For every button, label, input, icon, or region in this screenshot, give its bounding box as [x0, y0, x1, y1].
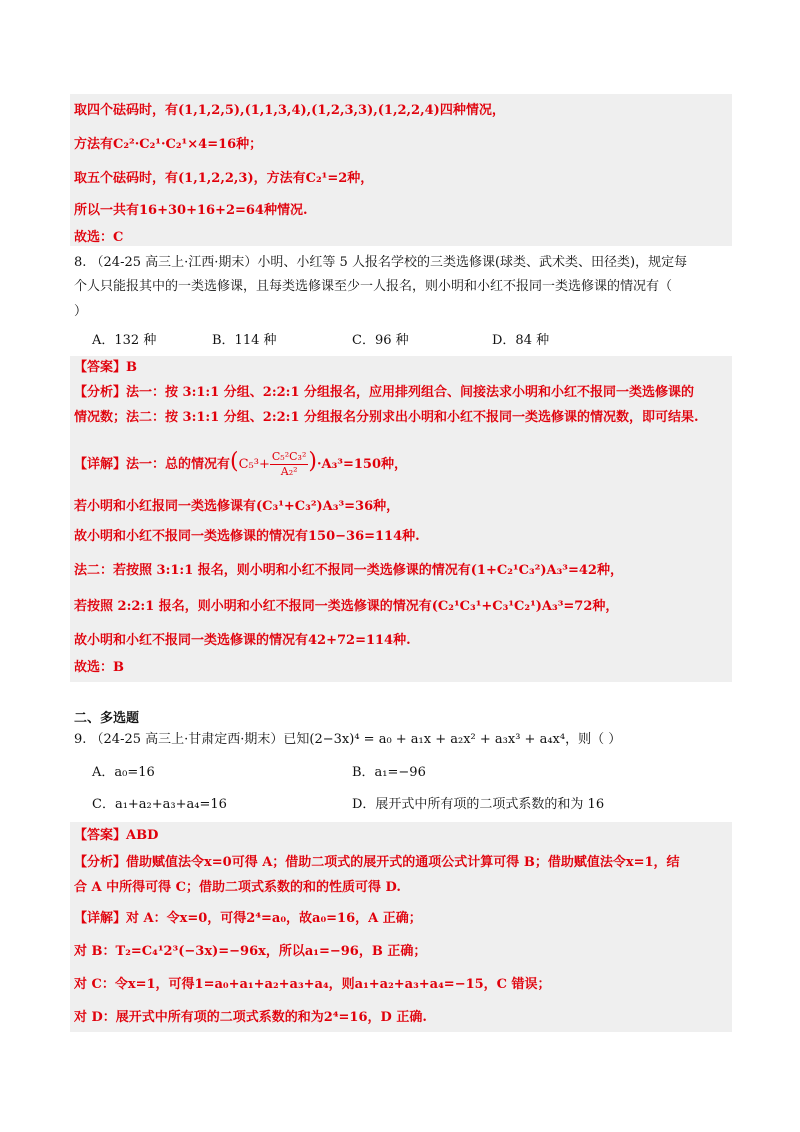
prev-solution-line-3: 取五个砝码时，有(1,1,2,2,3)，方法有C₂¹=2种， — [74, 171, 374, 186]
fraction-denominator: A₂² — [280, 465, 298, 478]
section-title: 二、多选题 — [74, 711, 140, 726]
q8-option-b: B．114 种 — [212, 333, 277, 348]
q9-detail-line-3: 对 C：令x=1，可得1=a₀+a₁+a₂+a₃+a₄，则a₁+a₂+a₃+a₄=−15，C 错误； — [74, 977, 551, 992]
prev-solution-line-2: 方法有C₂²·C₂¹·C₂¹×4=16种； — [74, 137, 263, 152]
fraction-numerator: C₅²C₃² — [271, 450, 307, 463]
q8-stem-line-3: ） — [74, 304, 88, 319]
q8-stem-line-2: 个人只能报其中的一类选修课，且每类选修课至少一人报名，则小明和小红不报同一类选修课的情况有（ — [74, 279, 673, 294]
q8-detail-line-5: 若按照 2:2:1 报名，则小明和小红不报同一类选修课的情况有(C₂¹C₃¹+C₃¹C₂¹)A₃³=72种， — [74, 599, 619, 614]
q8-option-c: C．96 种 — [352, 333, 409, 348]
q8-detail-prefix: 【详解】法一：总的情况有 — [74, 457, 231, 472]
q9-answer: 【答案】ABD — [74, 828, 159, 843]
q9-detail-line-1: 【详解】对 A：令x=0，可得2⁴=a₀，故a₀=16，A 正确； — [74, 911, 422, 926]
close-paren: ) — [308, 449, 317, 474]
q8-analysis-line-1: 【分析】法一：按 3:1:1 分组、2:2:1 分组报名，应用排列组合、间接法求小明和小红不报同一类选修课的 — [74, 385, 695, 400]
q9-option-d: D．展开式中所有项的二项式系数的和为 16 — [352, 797, 605, 812]
q8-option-d: D．84 种 — [492, 333, 550, 348]
q9-option-a: A．a₀=16 — [92, 765, 155, 780]
prev-solution-line-4: 所以一共有16+30+16+2=64种情况. — [74, 203, 308, 218]
prev-solution-line-1: 取四个砝码时，有(1,1,2,5),(1,1,3,4),(1,2,3,3),(1,2,2,4)四种情况， — [74, 103, 505, 118]
q9-stem-line-1: 9. （24-25 高三上·甘肃定西·期末）已知(2−3x)⁴ = a₀ + a₁x + a₂x² + a₃x³ + a₄x⁴，则（ ） — [74, 732, 622, 747]
q9-detail-line-4: 对 D：展开式中所有项的二项式系数的和为2⁴=16，D 正确. — [74, 1010, 427, 1025]
q8-answer: 【答案】B — [74, 360, 137, 375]
q8-detail-tail: ·A₃³=150种， — [316, 457, 407, 472]
q8-detail-line-4: 法二：若按照 3:1:1 报名，则小明和小红不报同一类选修课的情况有(1+C₂¹C₃²)A₃³=42种， — [74, 563, 623, 578]
q9-analysis-line-2: 合 A 中所得可得 C；借助二项式系数的和的性质可得 D. — [74, 880, 401, 895]
q8-detail-line-1 — [74, 442, 407, 485]
q9-option-c: C．a₁+a₂+a₃+a₄=16 — [92, 797, 227, 812]
plus-sign: + — [258, 457, 270, 472]
q9-analysis-line-1: 【分析】借助赋值法令x=0可得 A；借助二项式的展开式的通项公式计算可得 B；借助赋值法令x=1，结 — [74, 855, 680, 870]
q9-detail-line-2: 对 B：T₂=C₄¹2³(−3x)=−96x，所以a₁=−96，B 正确； — [74, 944, 427, 959]
q9-option-b: B．a₁=−96 — [352, 765, 426, 780]
prev-solution-line-5: 故选：C — [74, 230, 124, 245]
q8-detail-line-2: 若小明和小红报同一类选修课有(C₃¹+C₃²)A₃³=36种， — [74, 499, 400, 514]
q8-analysis-line-2: 情况数；法二：按 3:1:1 分组、2:2:1 分组报名分别求出小明和小红不报同一类选修课的情况数，即可结果. — [74, 410, 699, 425]
open-paren: ( — [230, 449, 239, 474]
q8-detail-line-6: 故小明和小红不报同一类选修课的情况有42+72=114种. — [74, 633, 411, 648]
q8-stem-line-1: 8. （24-25 高三上·江西·期末）小明、小红等 5 人报名学校的三类选修课(球类、武术类、田径类)，规定每 — [74, 255, 688, 270]
q8-detail-c53: C₅³ — [238, 457, 259, 472]
q8-detail-line-3: 故小明和小红不报同一类选修课的情况有150−36=114种. — [74, 529, 420, 544]
q8-option-a: A．132 种 — [92, 333, 157, 348]
q8-detail-line-7: 故选：B — [74, 660, 124, 675]
q8-detail-fraction — [270, 450, 308, 479]
